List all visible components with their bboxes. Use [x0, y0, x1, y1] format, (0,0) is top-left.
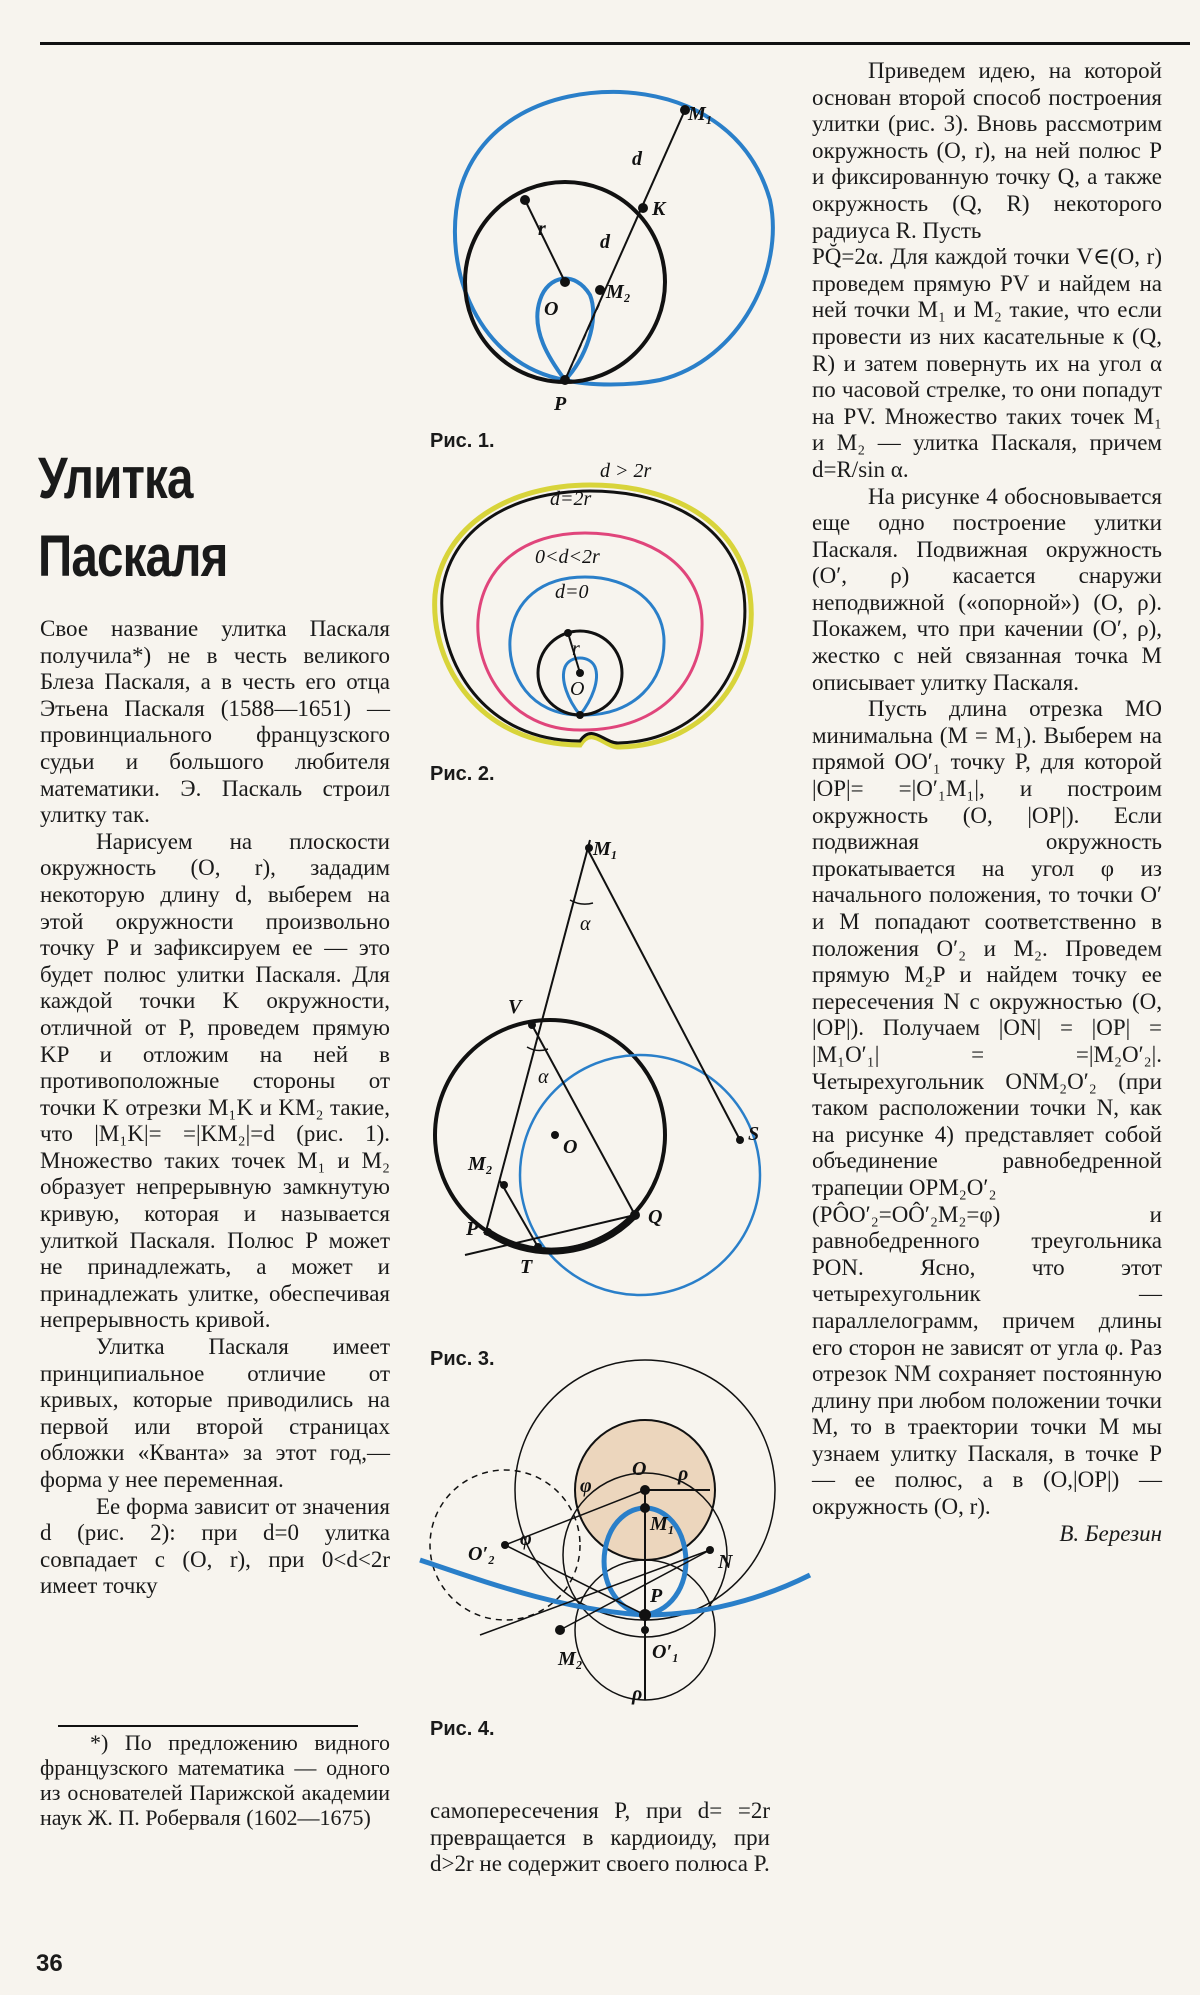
- point-o: [640, 1485, 650, 1495]
- paragraph: Улитка Паскаля имеет принципиальное отличие от кривых, которые приводились на первой или второй страницах обложки «Кванта» за этот год,— форма у нее переменная.: [40, 1334, 390, 1492]
- fig2-label: r: [572, 638, 580, 660]
- middle-column: [430, 1798, 770, 1878]
- figure-2-caption: Рис. 2.: [430, 763, 495, 785]
- fig3-label: α: [580, 913, 591, 935]
- fig4-label: O′₁: [652, 1641, 680, 1663]
- left-column: [40, 616, 390, 1600]
- fig1-label: K: [652, 198, 666, 220]
- paragraph: (PÔO′₂=OÔ′₂M₂=φ) и равнобедренного треугольника PON. Ясно, что этот четырехугольник — параллелограмм, причем длины его сторон не зависят от угла φ. Раз отрезок NM сохраняет постоянную длину при любом положении точки M, то в траектории точки M мы узнаем улитку Паскаля, в точке P — ее полюс, а в (O,|OP|) — окружность (O, r).: [812, 1201, 1162, 1520]
- fig4-label: M₁: [650, 1513, 675, 1535]
- fig4-label: O: [632, 1458, 647, 1480]
- curve-black-outer: [442, 491, 745, 743]
- fig4-label: P: [650, 1585, 663, 1607]
- point-p: [576, 711, 584, 719]
- article-title: [38, 440, 333, 596]
- paragraph: На рисунке 4 обосновывается еще одно построение улитки Паскаля. Подвижная окружность (O′, ρ) касается снаружи неподвижной («опорной») (O, ρ). Покажем, что при качении (O′, ρ), жестко с ней связанная точка M описывает улитку Паскаля.: [812, 483, 1162, 695]
- point-radius-end: [564, 629, 572, 637]
- author-signature: В. Березин: [1059, 1520, 1162, 1546]
- fig1-label: r: [538, 218, 546, 240]
- paragraph: Нарисуем на плоскости окружность (O, r), зададим некоторую длину d, выберем на этой окружности произвольно точку P и зафиксируем ее — это будет полюс улитки Паскаля. Для каждой точки K окружности, отличной от P, проведем прямую KP и отложим на ней в противоположные стороны от точки K отрезки M₁K и KM₂ такие, что |M₁K|= =|KM₂|=d (рис. 1). Множество таких точек M₁ и M₂ образует непрерывную замкнутую кривую, которая и называется улиткой Паскаля. Полюс P может не принадлежать, а может и принадлежать улитке, обеспечивая непрерывность кривой.: [40, 828, 390, 1333]
- figure-2: [420, 455, 800, 765]
- point-v: [528, 1021, 536, 1029]
- fig1-label: M₂: [606, 281, 631, 303]
- fig1-label: M₁: [688, 103, 713, 125]
- point-p: [484, 1228, 492, 1236]
- footnote-rule: [58, 1725, 358, 1727]
- fig2-label: d=0: [555, 581, 589, 603]
- radius-line: [525, 200, 565, 282]
- fig1-label: d: [632, 148, 642, 170]
- limacon-arc: [420, 1560, 810, 1615]
- point-m1: [640, 1503, 650, 1513]
- fig3-label: M₂: [468, 1153, 493, 1175]
- fig3-label: V: [508, 996, 522, 1018]
- top-rule: [40, 42, 1190, 45]
- footnote: [40, 1730, 390, 1830]
- figure-4-caption: Рис. 4.: [430, 1718, 495, 1740]
- page-number: 36: [36, 1950, 63, 1977]
- circle-q-r: [520, 1055, 760, 1295]
- point-m2: [595, 285, 605, 295]
- fig1-label: O: [544, 298, 559, 320]
- figure-4: [420, 1380, 810, 1720]
- paragraph: Приведем идею, на которой основан второй способ построения улитки (рис. 3). Вновь рассмотрим окружность (O, r), на ней полюс P и фиксированную точку Q, а также окружность (Q, R) некоторого радиуса R. Пусть: [812, 58, 1162, 243]
- fig3-label: O: [563, 1136, 578, 1158]
- right-column: [812, 58, 1162, 1547]
- footnote-text: *) По предложению видного французского математика — одного из основателей Парижской академии наук Ж. П. Роберваля (1602—1675): [40, 1730, 390, 1830]
- point-p: [639, 1609, 651, 1621]
- fig4-label: ρ: [632, 1683, 643, 1705]
- fig4-label: φ: [520, 1528, 532, 1550]
- point-radius-end: [520, 195, 530, 205]
- fig1-label: d: [600, 231, 610, 253]
- point-q: [630, 1210, 640, 1220]
- tangent-line: [588, 850, 740, 1140]
- figure-3-caption: Рис. 3.: [430, 1348, 495, 1370]
- line-pv: [485, 840, 590, 1235]
- limacon-inner-loop: [537, 279, 593, 380]
- point-o2: [501, 1541, 509, 1549]
- fig2-label: d=2r: [550, 488, 592, 510]
- fig4-label: O′₂: [468, 1543, 496, 1565]
- figure-3: [430, 835, 810, 1305]
- point-m1: [585, 844, 593, 852]
- fig2-label: 0<d<2r: [535, 546, 600, 568]
- fig3-label: Q: [648, 1206, 663, 1228]
- paragraph: Свое название улитка Паскаля получила*) не в честь великого Блеза Паскаля, а в честь его отца Этьена Паскаля (1588—1651) — провинциального французского судьи и большого любителя математики. Э. Паскаль строил улитку так.: [40, 616, 390, 828]
- tangent-m2: [500, 1181, 538, 1247]
- title-line: Паскаля: [38, 524, 228, 589]
- paragraph: Ее форма зависит от значения d (рис. 2): при d=0 улитка совпадает с (O, r), при 0<d<2r имеет точку: [40, 1493, 390, 1599]
- fig3-label: T: [520, 1256, 533, 1278]
- point-t: [534, 1243, 542, 1251]
- fig4-label: N: [718, 1551, 733, 1573]
- fig4-label: M₂: [558, 1648, 583, 1670]
- fig3-label: M₁: [593, 838, 618, 860]
- fig3-label: α: [538, 1066, 549, 1088]
- fig2-label: O: [570, 678, 585, 700]
- point-n: [706, 1546, 714, 1554]
- line-vq: [532, 1025, 635, 1215]
- paragraph: PQ̆=2α. Для каждой точки V∈(O, r) проведем прямую PV и найдем на ней точки M₁ и M₂ такие, что если провести из них касательные к (Q, R) и затем повернуть их на угол α по часовой стрелке, то они попадут на PV. Множество таких точек M₁ и M₂ — улитка Паскаля, причем d=R/sin α.: [812, 244, 1162, 482]
- fig3-label: S: [748, 1123, 760, 1145]
- point-o: [551, 1131, 559, 1139]
- point-m2: [555, 1625, 565, 1635]
- fig4-label: ρ: [678, 1463, 689, 1485]
- point-m2: [500, 1181, 508, 1189]
- point-p: [560, 375, 570, 385]
- fig1-label: P: [554, 393, 567, 415]
- point-s: [736, 1136, 744, 1144]
- fig3-label: P: [466, 1218, 479, 1240]
- figure-1: [420, 70, 800, 430]
- point-o: [576, 669, 584, 677]
- title-line: Улитка: [38, 446, 193, 511]
- limacon-outer: [455, 92, 773, 385]
- paragraph: самопересечения P, при d= =2r превращается в кардиоиду, при d>2r не содержит своего полюса P.: [430, 1798, 770, 1877]
- fig2-label: d > 2r: [600, 460, 652, 482]
- figure-1-caption: Рис. 1.: [430, 430, 495, 452]
- paragraph: Пусть длина отрезка MO минимальна (M = M₁). Выберем на прямой OO′₁ точку P, для которой |OP|= =|O′₁M₁|, и построим окружность (O, |OP|). Если подвижная окружность прокатывается на угол φ из начального положения, то точки O′ и M попадают соответственно в положения O′₂ и M₂. Проведем прямую M₂P и найдем точку ее пересечения N с окружностью (O, |OP|). Получаем |ON| = |OP| = |M₁O′₁| = =|M₂O′₂|. Четырехугольник ONM₂O′₂ (при таком расположении точки N, как на рисунке 4) представляет собой объединение равнобедренной трапеции OPM₂O′₂: [812, 696, 1162, 1200]
- point-k: [638, 203, 648, 213]
- fig4-label: φ: [580, 1475, 592, 1497]
- point-o1: [641, 1626, 649, 1634]
- line-m2p: [560, 1550, 710, 1630]
- point-o: [560, 277, 570, 287]
